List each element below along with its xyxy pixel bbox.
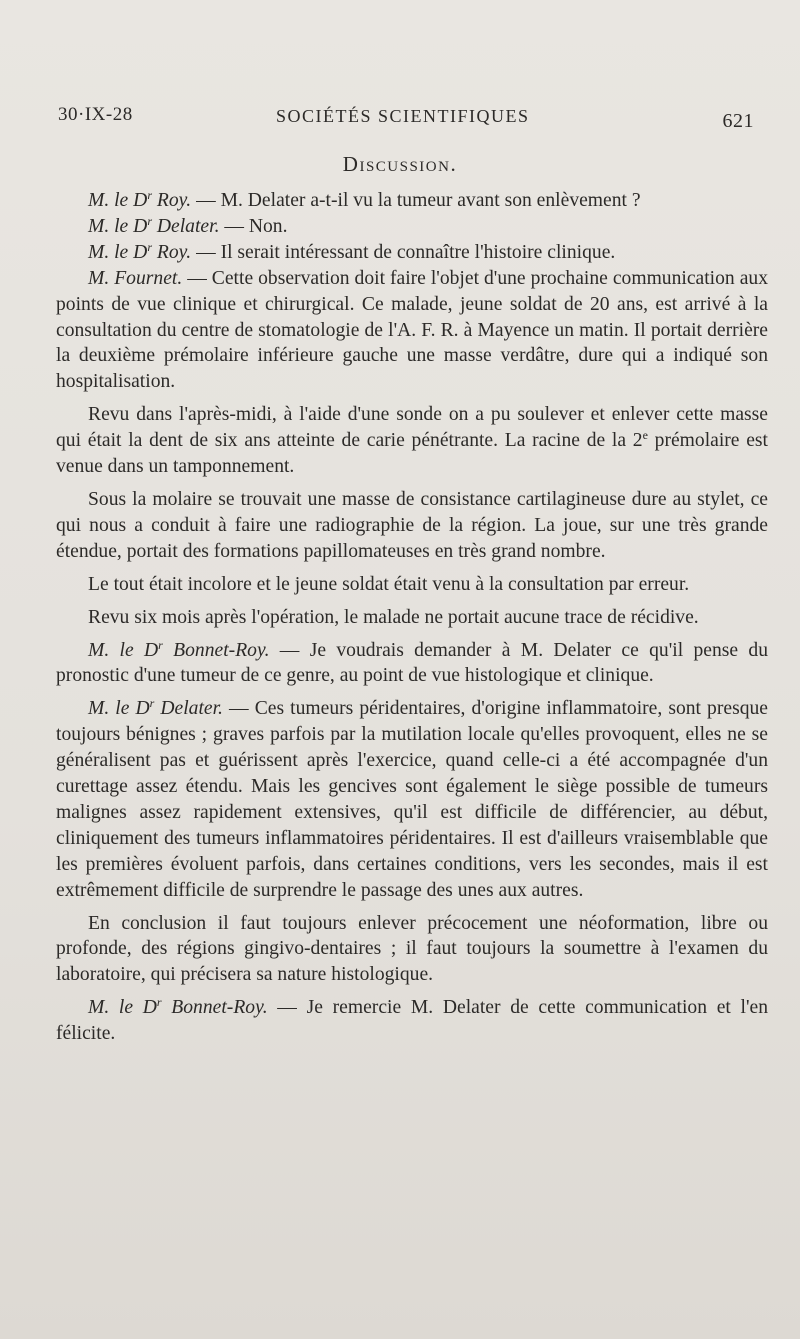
- paragraph-molaire: Sous la molaire se trouvait une masse de consistance cartilagineuse dure au stylet, ce qui nous a conduit à faire une radiographie de la région. La joue, sur une très grande étendue, portait des formations papillomateuses en très grand nombre.: [56, 488, 768, 562]
- paragraph-roy-remark: M. le $D^r$ Roy. — Il serait intéressant de connaître l'histoire clinique.: [88, 239, 616, 263]
- speaker: M. le $D^r$ Bonnet-Roy.: [88, 637, 270, 661]
- paragraph-roy-question: M. le $D^r$ Roy. — M. Delater a-t-il vu la tumeur avant son enlèvement ?: [88, 188, 641, 211]
- speaker: M. le $D^r$ Delater.: [88, 213, 220, 237]
- speaker: M. le $D^r$ Bonnet-Roy.: [88, 995, 268, 1019]
- paragraph-conclusion: En conclusion il faut toujours enlever précocement une néoformation, libre ou profonde, des régions gingivo-dentaires ; il faut toujours la soumettre à l'examen du laboratoire, qui précisera sa nature histologique.: [56, 912, 768, 986]
- paragraph-incolore: Le tout était incolore et le jeune soldat était venu à la consultation par erreur.: [88, 573, 690, 595]
- paragraph-delater-answer: M. le $D^r$ Delater. — Non.: [88, 213, 288, 237]
- paragraph-bonnet-roy-thanks: M. le $D^r$ Bonnet-Roy. — Je remercie M. Delater de cette communication et l'en félicite.: [56, 995, 769, 1045]
- section-title: Discussion.: [342, 152, 458, 176]
- speaker: M. Fournet.: [88, 267, 183, 289]
- paragraph-bonnet-roy-question: M. le $D^r$ Bonnet-Roy. — Je voudrais demander à M. Delater ce qu'il pense du pronostic d'une tumeur de ce genre, au point de vue histologique et clinique.: [56, 637, 769, 687]
- running-head: [58, 104, 768, 132]
- speaker: M. le $D^r$ Delater.: [88, 696, 223, 720]
- speaker: M. le $D^r$ Roy.: [88, 239, 192, 263]
- paragraph-recidive: Revu six mois après l'opération, le malade ne portait aucune trace de récidive.: [88, 606, 699, 628]
- paragraph-fournet: M. Fournet. — Cette observation doit faire l'objet d'une prochaine communication aux points de vue clinique et chirurgical. Ce malade, jeune soldat de 20 ans, est arrivé à la consultation du centre de stomatologie de l'A. F. R. à Mayence un matin. Il portait derrière la deuxième prémolaire inférieure gauche une masse verdâtre, dure qui a indiqué son hospitalisation.: [56, 267, 768, 393]
- paragraph-delater-reply: M. le $D^r$ Delater. — Ces tumeurs péridentaires, d'origine inflammatoire, sont presque toujours bénignes ; graves parfois par la mutilation locale qu'elles provoquent, elles ne se généralisent pas et guérissent après l'exercice, quand celle-ci a été accompagnée d'un curettage assez étendu. Mais les gencives sont également le siège possible de tumeurs malignes assez rapidement extensives, qu'il est difficile de différencier, au début, cliniquement des tumeurs inflammatoires péridentaires. Il est d'ailleurs vraisemblable que les premières évoluent parfois, dans certaines conditions, vers les secondes, mais il est extrêmement difficile de surprendre le passage des unes aux autres.: [56, 696, 768, 901]
- body-text: [56, 188, 768, 1047]
- header-date: 30·IX-28: [58, 104, 133, 125]
- speaker: M. le $D^r$ Roy.: [88, 188, 192, 211]
- page-number: 621: [722, 110, 754, 132]
- header-title: SOCIÉTÉS SCIENTIFIQUES: [276, 106, 530, 126]
- paragraph-revu-apres-midi: Revu dans l'après-midi, à l'aide d'une sonde on a pu soulever et enlever cette masse qui était la dent de six ans atteinte de carie pénétrante. La racine de la 2e prémolaire est venue dans un tamponnement.: [56, 404, 768, 478]
